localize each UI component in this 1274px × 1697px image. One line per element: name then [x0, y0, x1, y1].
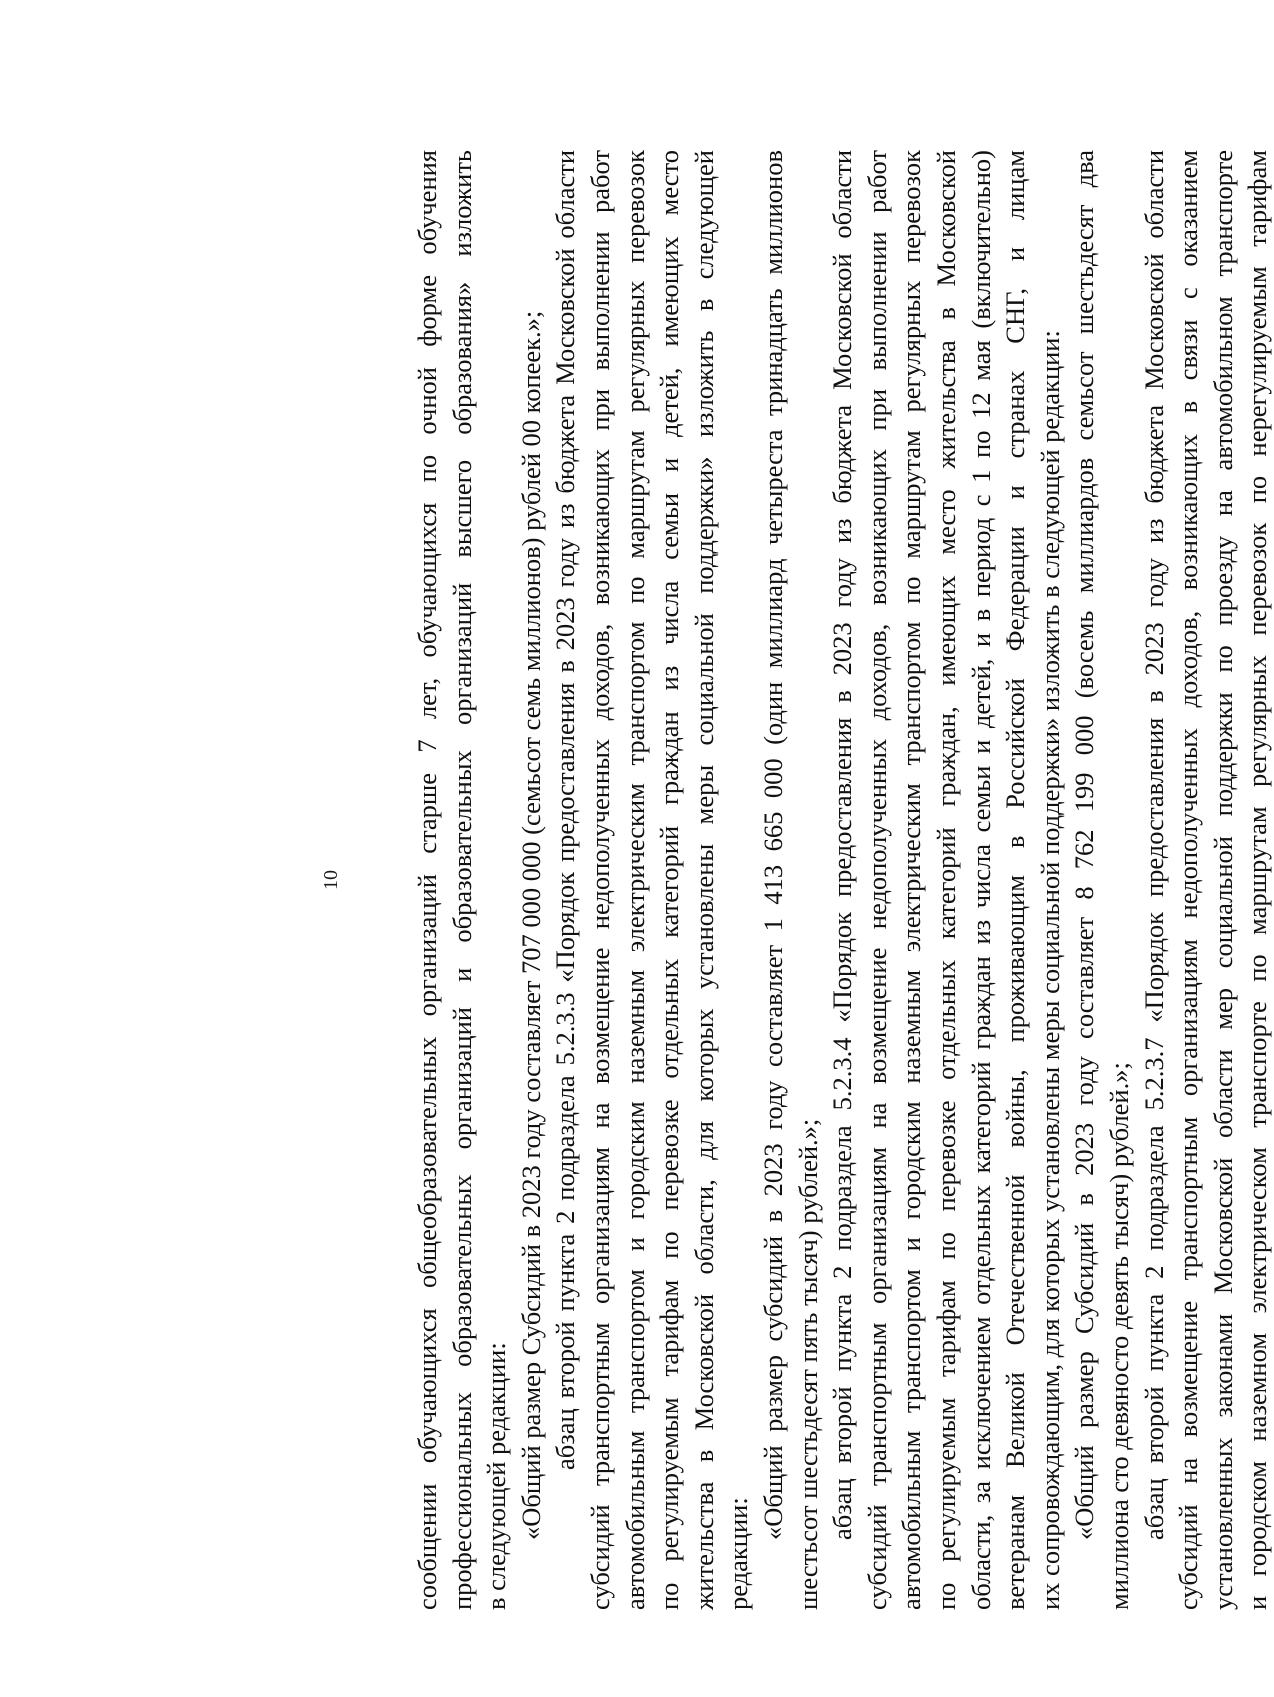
text-line: автомобильным транспортом и городским наземным электрическим транспортом по маршрутам регулярных перевозок: [896, 150, 927, 1610]
text-line: субсидий на возмещение транспортным организациям недополученных доходов, возникающих в связи с оказанием: [1173, 150, 1204, 1610]
text-line: профессиональных образовательных организаций и образовательных организаций высшего образования» изложить: [446, 150, 477, 1610]
text-line: установленных законами Московской области мер социальной поддержки по проезду на автомобильном транспорте: [1207, 150, 1238, 1610]
text-line: субсидий транспортным организациям на возмещение недополученных доходов, возникающих при выполнении работ: [585, 150, 615, 1610]
text-line: ветеранам Великой Отечественной войны, проживающим в Российской Федерации и странах СНГ, и лицам: [1000, 150, 1031, 1610]
text-line: субсидий транспортным организациям на возмещение недополученных доходов, возникающих при выполнении работ: [861, 150, 892, 1610]
text-line: жительства в Московской области, для которых установлены меры социальной поддержки» изложить в следующей: [688, 150, 719, 1610]
text-line: по регулируемым тарифам по перевозке отдельных категорий граждан из числа семьи и детей, имеющих место: [654, 150, 685, 1610]
text-line: их сопровождающим, для которых установлены меры социальной поддержки» изложить в следующей редакции:: [1034, 330, 1065, 1610]
text-line: области, за исключением отдельных категорий граждан из числа семьи и детей, и в период с 1 по 12 мая (включительно): [965, 150, 996, 1610]
text-line: редакции:: [723, 1497, 754, 1610]
text-line: «Общий размер Субсидий в 2023 году составляет 707 000 000 (семьсот семь миллионов) рублей 00 копеек.»;: [515, 310, 546, 1540]
text-line: миллиона сто девяносто девять тысяч) рублей.»;: [1104, 1062, 1134, 1610]
text-line: автомобильным транспортом и городским наземным электрическим транспортом по маршрутам регулярных перевозок: [619, 150, 650, 1610]
text-line: сообщении обучающихся общеобразовательных организаций старше 7 лет, обучающихся по очной форме обучения: [412, 150, 442, 1610]
page-content: [260, 150, 1273, 1610]
text-line: и городском наземном электрическом транспорте по маршрутам регулярных перевозок по нерегулируемым тарифам: [1242, 150, 1273, 1610]
text-line: абзац второй пункта 2 подраздела 5.2.3.4 «Порядок предоставления в 2023 году из бюджета Московской области: [827, 150, 858, 1540]
text-line: по регулируемым тарифам по перевозке отдельных категорий граждан, имеющих место жительства в Московской: [931, 150, 961, 1610]
text-line: шестьсот шестьдесят пять тысяч) рублей.»;: [792, 1118, 823, 1610]
page-number: 10: [320, 870, 342, 890]
text-line: «Общий размер Субсидий в 2023 году составляет 8 762 199 000 (восемь миллиардов семьсот шестьдесят два: [1069, 150, 1100, 1540]
text-line: «Общий размер субсидий в 2023 году составляет 1 413 665 000 (один миллиард четыреста тринадцать миллионов: [758, 150, 788, 1540]
text-line: в следующей редакции:: [481, 1342, 512, 1610]
text-line: абзац второй пункта 2 подраздела 5.2.3.7 «Порядок предоставления в 2023 году из бюджета Московской области: [1138, 150, 1169, 1540]
text-line: абзац второй пункта 2 подраздела 5.2.3.3 «Порядок предоставления в 2023 году из бюджета Московской области: [550, 150, 581, 1470]
rotated-text-block: [260, 150, 1273, 1610]
